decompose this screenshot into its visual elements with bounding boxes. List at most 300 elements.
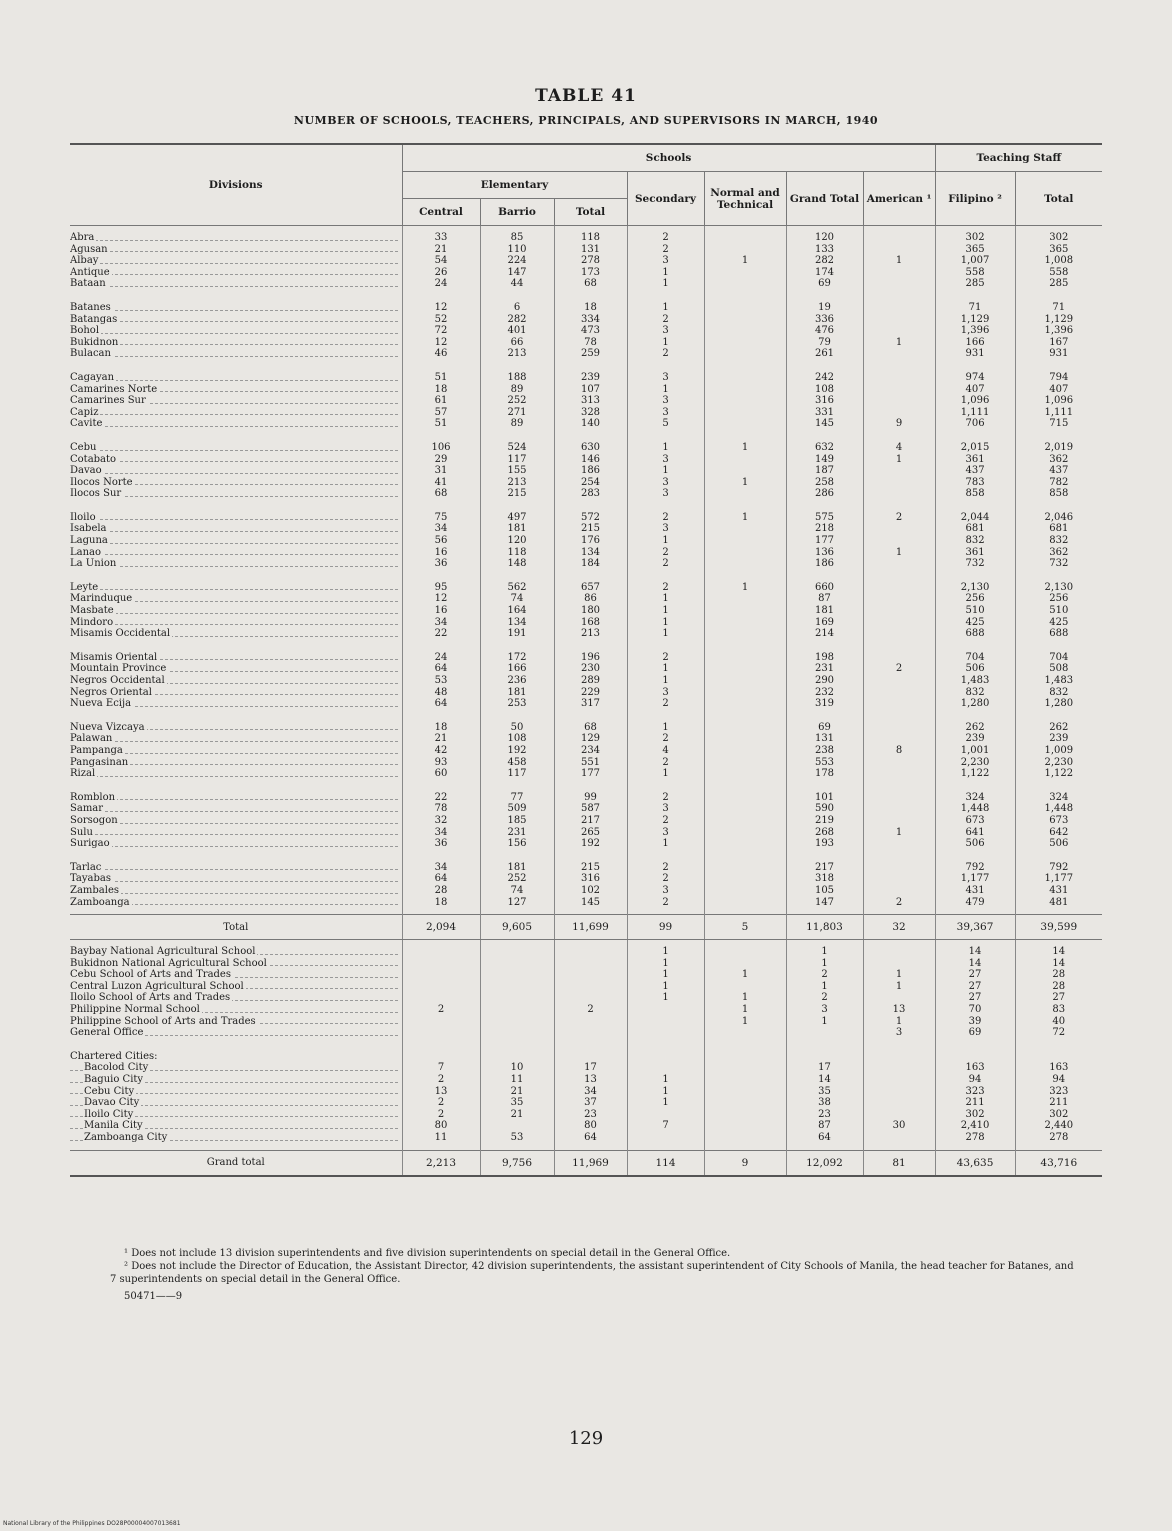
cell-value xyxy=(864,838,935,850)
cell-value xyxy=(864,733,935,745)
division-name-label: Sulu xyxy=(70,826,93,838)
cell-value: 506 xyxy=(965,663,985,675)
division-name-label: Cebu xyxy=(70,441,97,453)
american-header: American ¹ xyxy=(863,172,935,226)
division-names xyxy=(70,940,402,1045)
cell-value: 163 xyxy=(1049,1062,1069,1074)
cell-value: 1 xyxy=(662,663,669,675)
col-filipino xyxy=(935,296,1015,366)
cell-value: 14 xyxy=(968,957,982,969)
col-secondary xyxy=(627,716,704,786)
cell-value: 7 xyxy=(662,1120,669,1132)
col-barrio xyxy=(480,226,554,296)
cell-value: 34 xyxy=(584,1085,597,1097)
cell-value xyxy=(864,815,935,827)
cell-value: 177 xyxy=(580,768,601,780)
cell-value: 3 xyxy=(662,395,669,407)
division-name xyxy=(70,395,402,407)
total-row-filipino: 39,367 xyxy=(935,915,1015,940)
cell-value: 74 xyxy=(510,593,524,605)
cell-value xyxy=(628,1027,704,1039)
col-normal xyxy=(704,786,786,856)
grand-total-row xyxy=(70,1150,1102,1176)
division-name-label: Manila City xyxy=(84,1120,143,1132)
cell-value xyxy=(403,992,480,1004)
cell-value xyxy=(864,617,935,629)
cell-value xyxy=(864,278,935,290)
cell-value: 211 xyxy=(965,1097,985,1109)
cell-value: 215 xyxy=(580,861,601,873)
cell-value: 509 xyxy=(507,803,527,815)
col-filipino xyxy=(935,226,1015,296)
division-name-label: Isabela xyxy=(70,523,107,535)
division-name xyxy=(70,372,402,384)
col-secondary xyxy=(627,436,704,506)
division-name xyxy=(70,675,402,687)
cell-value: 2 xyxy=(437,1097,445,1109)
cell-value: 1 xyxy=(662,969,669,981)
cell-value: 31 xyxy=(434,465,448,477)
cell-value xyxy=(864,395,935,407)
cell-value: 4 xyxy=(662,744,669,756)
grand-total-row-normal: 9 xyxy=(704,1150,786,1176)
cell-value: 166 xyxy=(965,336,985,348)
cell-value: 1 xyxy=(662,465,669,477)
cell-value xyxy=(628,1109,704,1121)
cell-value: 34 xyxy=(434,861,448,873)
cell-value: 1 xyxy=(895,546,903,558)
cell-value: 87 xyxy=(818,1120,831,1132)
col-central xyxy=(402,436,480,506)
division-name xyxy=(70,815,402,827)
cell-value: 198 xyxy=(814,651,835,663)
division-name xyxy=(70,314,402,326)
cell-value: 147 xyxy=(507,266,527,278)
col-secondary xyxy=(627,786,704,856)
cell-value: 89 xyxy=(510,418,524,430)
cell-value xyxy=(628,1016,704,1028)
print-code: 50471——9 xyxy=(124,1291,183,1302)
cell-value: 14 xyxy=(818,1074,831,1086)
cell-value: 407 xyxy=(1049,383,1069,395)
division-name-label: Samar xyxy=(70,803,104,815)
cell-value: 217 xyxy=(580,814,601,826)
cell-value: 78 xyxy=(434,803,448,815)
cell-value: 362 xyxy=(1049,546,1069,558)
cell-value xyxy=(705,838,786,850)
cell-value: 328 xyxy=(580,406,601,418)
cell-value: 99 xyxy=(584,791,597,803)
col-central xyxy=(402,856,480,915)
province-group xyxy=(70,856,1102,915)
cell-value: 2 xyxy=(662,232,669,243)
col-central xyxy=(402,506,480,576)
cell-value: 134 xyxy=(507,616,527,628)
table-title: TABLE 41 xyxy=(535,86,637,106)
cell-value xyxy=(705,1027,786,1039)
division-name xyxy=(70,722,402,734)
cell-value: 1 xyxy=(895,255,903,267)
cell-value xyxy=(481,992,554,1004)
cell-value: 2 xyxy=(587,1004,594,1016)
cell-value xyxy=(864,372,935,384)
col-american xyxy=(863,716,935,786)
cell-value xyxy=(864,792,935,804)
cell-value xyxy=(481,946,554,958)
cell-value: 1,096 xyxy=(960,395,990,407)
cell-value xyxy=(403,1027,480,1039)
cell-value: 1,001 xyxy=(960,744,990,756)
cell-value: 72 xyxy=(434,325,448,337)
division-names xyxy=(70,856,402,915)
cell-value: 362 xyxy=(1049,453,1069,465)
cell-value: 14 xyxy=(1052,946,1066,958)
cell-value: 163 xyxy=(965,1062,985,1074)
cell-value xyxy=(705,278,786,290)
cell-value: 323 xyxy=(1049,1085,1069,1097)
cell-value: 155 xyxy=(507,465,527,477)
cell-value: 2 xyxy=(437,1074,445,1086)
cell-value: 181 xyxy=(814,605,835,617)
division-name-label: Mountain Province xyxy=(70,663,167,675)
division-name-label: Cavite xyxy=(70,418,103,430)
cell-value: 1,111 xyxy=(960,406,990,418)
cell-value xyxy=(705,454,786,466)
cell-value xyxy=(481,1016,554,1028)
cell-value: 186 xyxy=(814,558,835,570)
cell-value: 28 xyxy=(1052,980,1066,992)
col-elem-total xyxy=(554,226,627,296)
grand-total-row-central: 2,213 xyxy=(402,1150,480,1176)
division-name-label: Iloilo City xyxy=(84,1108,134,1120)
col-total xyxy=(1015,716,1102,786)
division-name xyxy=(70,465,402,477)
cell-value xyxy=(705,757,786,769)
cell-value: 12 xyxy=(434,593,448,605)
division-names xyxy=(70,226,402,296)
cell-value xyxy=(864,232,935,244)
cell-value: 1 xyxy=(821,980,828,992)
cell-value: 64 xyxy=(434,698,448,710)
grand-total-row-secondary: 114 xyxy=(627,1150,704,1176)
col-grand xyxy=(786,940,863,1045)
col-secondary xyxy=(627,296,704,366)
cell-value: 83 xyxy=(1052,1004,1066,1016)
division-name-label: Surigao xyxy=(70,838,110,850)
cell-value: 336 xyxy=(814,313,835,325)
division-name-label: La Union xyxy=(70,558,117,570)
division-name xyxy=(70,244,402,256)
cell-value: 2 xyxy=(662,313,669,325)
division-name-label: Philippine School of Arts and Trades xyxy=(70,1015,256,1027)
cell-value: 79 xyxy=(818,336,831,348)
cell-value: 286 xyxy=(814,488,835,500)
division-name-label: Misamis Oriental xyxy=(70,651,158,663)
cell-value: 1 xyxy=(741,511,749,523)
cell-value: 832 xyxy=(1049,686,1069,698)
division-name-label: Camarines Norte xyxy=(70,383,158,395)
cell-value: 1 xyxy=(741,441,749,453)
division-name xyxy=(70,652,402,664)
cell-value xyxy=(705,827,786,839)
division-name xyxy=(70,1097,402,1109)
filipino-header: Filipino ² xyxy=(935,172,1015,226)
cell-value xyxy=(481,1027,554,1039)
cell-value xyxy=(555,969,627,981)
division-name xyxy=(70,1027,402,1039)
cell-value xyxy=(864,593,935,605)
cell-value: 1,096 xyxy=(1044,395,1074,407)
cell-value: 401 xyxy=(507,325,527,337)
cell-value: 1 xyxy=(662,278,669,290)
cell-value: 1,396 xyxy=(1044,325,1074,337)
schools-header: Schools xyxy=(402,144,935,172)
col-filipino xyxy=(935,366,1015,436)
division-name xyxy=(70,745,402,757)
division-name-label: Marinduque xyxy=(70,593,133,605)
cell-value: 13 xyxy=(584,1074,597,1086)
secondary-header: Secondary xyxy=(627,172,704,226)
cell-value: 22 xyxy=(434,791,448,803)
cell-value: 145 xyxy=(814,418,835,430)
cell-value: 214 xyxy=(814,628,835,640)
division-name xyxy=(70,1062,402,1074)
cell-value: 642 xyxy=(1049,826,1069,838)
total-row-grand: 11,803 xyxy=(786,915,863,940)
col-total xyxy=(1015,786,1102,856)
cell-value xyxy=(705,337,786,349)
division-name-label: Davao City xyxy=(84,1097,140,1109)
division-name xyxy=(70,757,402,769)
grand-total-row-grand: 12,092 xyxy=(786,1150,863,1176)
col-elem-total xyxy=(554,576,627,646)
cell-value: 302 xyxy=(965,232,985,243)
cell-value: 110 xyxy=(507,243,527,255)
col-elem-total xyxy=(554,366,627,436)
province-group xyxy=(70,716,1102,786)
cell-value: 2 xyxy=(662,791,669,803)
province-group xyxy=(70,296,1102,366)
cell-value: 506 xyxy=(965,838,985,850)
cell-value: 2,019 xyxy=(1044,441,1074,453)
cell-value: 425 xyxy=(965,616,985,628)
cell-value: 42 xyxy=(434,744,448,756)
division-name-label: Negros Oriental xyxy=(70,686,152,698)
cell-value: 479 xyxy=(965,896,985,908)
cell-value: 792 xyxy=(965,861,985,873)
col-grand xyxy=(786,646,863,716)
cell-value xyxy=(403,981,480,993)
col-grand xyxy=(786,576,863,646)
total-row-central: 2,094 xyxy=(402,915,480,940)
col-american xyxy=(863,226,935,296)
cell-value: 26 xyxy=(434,266,448,278)
cell-value xyxy=(555,946,627,958)
col-total xyxy=(1015,1045,1102,1150)
cell-value: 46 xyxy=(434,348,448,360)
division-name xyxy=(70,605,402,617)
cell-value: 37 xyxy=(584,1097,597,1109)
division-name-label: Baybay National Agricultural School xyxy=(70,946,256,958)
cell-value: 1,129 xyxy=(1044,313,1074,325)
division-name xyxy=(70,1109,402,1121)
cell-value: 278 xyxy=(580,255,601,267)
cell-value: 2 xyxy=(662,511,669,523)
division-name xyxy=(70,1120,402,1132)
cell-value xyxy=(864,652,935,664)
division-name-label: Bukidnon xyxy=(70,336,119,348)
division-name xyxy=(70,897,402,909)
cell-value: 1 xyxy=(662,946,669,958)
cell-value xyxy=(864,803,935,815)
cell-value xyxy=(628,1004,704,1016)
cell-value: 1,008 xyxy=(1044,255,1074,267)
total-row-total: 39,599 xyxy=(1015,915,1102,940)
cell-value: 832 xyxy=(965,686,985,698)
division-name xyxy=(70,547,402,559)
division-name-label: Antique xyxy=(70,266,110,278)
cell-value: 30 xyxy=(892,1120,906,1132)
spacer xyxy=(628,1051,704,1063)
cell-value: 186 xyxy=(580,465,601,477)
division-name-label: Zamboanga City xyxy=(84,1132,168,1143)
cell-value xyxy=(864,605,935,617)
table-subtitle: NUMBER OF SCHOOLS, TEACHERS, PRINCIPALS, AND SUPERVISORS IN MARCH, 1940 xyxy=(293,114,879,127)
cell-value: 2 xyxy=(662,756,669,768)
col-central xyxy=(402,940,480,1045)
division-name xyxy=(70,442,402,454)
cell-value: 85 xyxy=(510,232,524,243)
footnote-1: ¹ Does not include 13 division superintendents and five division superintendents on special detail in the General Office. xyxy=(124,1248,731,1259)
cell-value: 86 xyxy=(584,593,597,605)
spacer xyxy=(481,1051,554,1063)
cell-value: 1 xyxy=(662,593,669,605)
cell-value: 136 xyxy=(814,546,835,558)
col-american xyxy=(863,786,935,856)
cell-value: 80 xyxy=(434,1120,448,1132)
cell-value: 74 xyxy=(510,884,524,896)
cell-value: 13 xyxy=(892,1004,906,1016)
total-row-american: 32 xyxy=(863,915,935,940)
cell-value: 21 xyxy=(510,1085,524,1097)
cell-value: 68 xyxy=(434,488,448,500)
cell-value: 282 xyxy=(507,313,527,325)
cell-value xyxy=(705,547,786,559)
cell-value: 134 xyxy=(580,546,601,558)
cell-value: 140 xyxy=(580,418,601,430)
cell-value: 117 xyxy=(507,768,527,780)
cell-value: 1,009 xyxy=(1044,744,1074,756)
cell-value: 108 xyxy=(507,733,527,745)
col-american xyxy=(863,940,935,1045)
col-secondary xyxy=(627,226,704,296)
cell-value: 782 xyxy=(1049,476,1069,488)
cell-value: 149 xyxy=(814,453,835,465)
division-name xyxy=(70,628,402,640)
division-name-label: Romblon xyxy=(70,791,116,803)
col-filipino xyxy=(935,786,1015,856)
cell-value: 278 xyxy=(965,1132,985,1143)
cell-value: 57 xyxy=(434,406,448,418)
division-name-label: Bukidnon National Agricultural School xyxy=(70,957,267,969)
cell-value: 10 xyxy=(510,1062,524,1074)
cell-value: 2 xyxy=(662,558,669,570)
cell-value: 1,177 xyxy=(960,873,990,885)
col-barrio xyxy=(480,576,554,646)
spacer xyxy=(1016,1051,1103,1063)
cell-value: 1 xyxy=(895,980,903,992)
cell-value xyxy=(864,267,935,279)
division-name xyxy=(70,454,402,466)
cell-value: 75 xyxy=(434,511,448,523)
cell-value: 323 xyxy=(965,1085,985,1097)
division-name xyxy=(70,862,402,874)
total-row-barrio: 9,605 xyxy=(480,915,554,940)
cell-value xyxy=(705,1086,786,1098)
col-central xyxy=(402,226,480,296)
province-group xyxy=(70,646,1102,716)
cell-value: 229 xyxy=(580,686,601,698)
cell-value: 1 xyxy=(662,616,669,628)
cell-value: 832 xyxy=(965,535,985,547)
cell-value: 41 xyxy=(434,476,448,488)
cell-value: 1 xyxy=(662,535,669,547)
division-name xyxy=(70,535,402,547)
division-names xyxy=(70,366,402,436)
division-name-label: Tarlac xyxy=(70,861,102,873)
cell-value: 211 xyxy=(1049,1097,1069,1109)
cell-value xyxy=(705,558,786,570)
cell-value: 64 xyxy=(818,1132,831,1143)
cell-value: 551 xyxy=(580,756,601,768)
cell-value: 290 xyxy=(814,675,835,686)
central-header: Central xyxy=(402,199,480,226)
cell-value: 254 xyxy=(580,476,601,488)
cell-value: 1 xyxy=(821,946,828,958)
cell-value: 732 xyxy=(965,558,985,570)
cell-value xyxy=(864,628,935,640)
division-names xyxy=(70,296,402,366)
cell-value xyxy=(481,958,554,970)
cell-value: 48 xyxy=(434,686,448,698)
cell-value: 587 xyxy=(580,803,601,815)
cell-value: 12 xyxy=(434,336,448,348)
division-names xyxy=(70,1045,402,1150)
division-name xyxy=(70,488,402,500)
cell-value: 176 xyxy=(580,535,601,547)
cell-value: 1,280 xyxy=(960,698,990,710)
cell-value: 1 xyxy=(662,1097,669,1109)
division-name-label: Rizal xyxy=(70,768,96,780)
division-name xyxy=(70,337,402,349)
cell-value: 181 xyxy=(507,523,527,535)
teaching-staff-header: Teaching Staff xyxy=(935,144,1102,172)
cell-value: 365 xyxy=(965,243,985,255)
col-normal xyxy=(704,226,786,296)
cell-value xyxy=(705,862,786,874)
cell-value: 1 xyxy=(662,441,669,453)
col-filipino xyxy=(935,646,1015,716)
cell-value: 64 xyxy=(584,1132,597,1143)
col-central xyxy=(402,366,480,436)
division-name xyxy=(70,992,402,1004)
cell-value: 27 xyxy=(968,980,982,992)
division-name xyxy=(70,255,402,267)
cell-value: 437 xyxy=(965,465,985,477)
cell-value: 1 xyxy=(741,476,749,488)
division-name xyxy=(70,232,402,244)
spacer xyxy=(936,1051,1015,1063)
